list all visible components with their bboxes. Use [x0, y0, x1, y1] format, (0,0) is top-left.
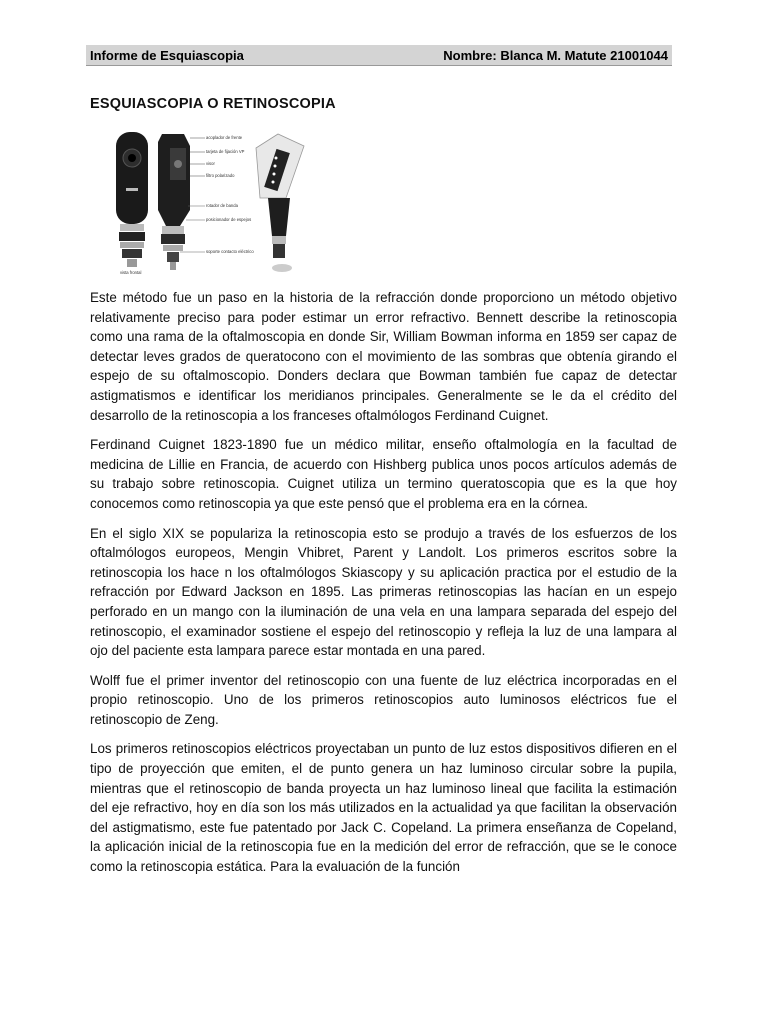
retinoscope-card-attachment [256, 134, 304, 272]
paragraph: Ferdinand Cuignet 1823-1890 fue un médico militar, enseño oftalmología en la facultad de medicina de Lillie en Francia, de acuerdo con Hishberg publica unos pocos artículos además de su trabajo sobre retinoscopia. Cuignet utiliza un termino queratoscopia que es la que hoy conocemos como retinoscopia ya que este pensó que el problema era en la córnea. [90, 437, 677, 511]
page-header [86, 45, 672, 65]
figure-label: filtro polarizado [206, 173, 235, 178]
paragraph: En el siglo XIX se populariza la retinoscopia esto se produjo a través de los esfuerzos de los oftalmólogos europeos, Mengin Vhibret, Parent y Landolt. Los primeros escritos sobre la retinoscopia los hace n los oftalmólogos Skiascopy y su aplicación practica por el estudio de la refracción por Edward Jackson en 1895. Las primeras retinoscopias las hacían en un espejo perforado en un mango con la iluminación de una vela en una lampara separada del espejo del retinoscopio, el examinador sostiene el espejo del retinoscopio y refleja la luz de una lampara al ojo del paciente esta lampara parece estar montada en una pared. [90, 525, 677, 659]
figure-label: tarjeta de fijación VP [206, 149, 245, 154]
figure-label: soporte contacto eléctrico [206, 249, 254, 254]
figure-label: posicionador de espejos [206, 217, 252, 222]
figure-label: acoplador de frente [206, 135, 243, 140]
paragraph: Este método fue un paso en la historia de la refracción donde proporciono un método objetivo relativamente preciso para poder estimar un error refractivo. Bennett describe la retinoscopia como una rama de la oftalmoscopia en donde Sir, William Bowman informa en 1859 ser capaz de detectar leves grados de queratocono con el movimiento de las sombras que obtenía girando el espejo de su oftalmoscopio. Donders declara que Bowman también fue capaz de detectar astigmatismos e identificar los meridianos principales. Generalmente se le da el crédito del desarrollo de la retinoscopia a los franceses oftalmólogos Ferdinand Cuignet. [90, 290, 677, 423]
retinoscope-figure [110, 128, 310, 276]
figure-label: visor [206, 161, 215, 166]
header-author: Nombre: Blanca M. Matute 21001044 [443, 47, 668, 63]
figure-label: rotador de banda [206, 203, 238, 208]
paragraph: Wolff fue el primer inventor del retinoscopio con una fuente de luz eléctrica incorporadas en el propio retinoscopio. Uno de los primeros retinoscopios auto luminosos eléctricos fue el retinoscopio de Zeng. [90, 672, 677, 727]
document-body [90, 288, 677, 887]
header-report-title: Informe de Esquiascopia [90, 47, 244, 63]
retinoscope-front-view [116, 132, 148, 267]
document-title: ESQUIASCOPIA O RETINOSCOPIA [90, 96, 336, 112]
retinoscope-illustration [110, 128, 310, 276]
header-divider [86, 65, 672, 66]
paragraph: Los primeros retinoscopios eléctricos proyectaban un punto de luz estos dispositivos difieren en el tipo de proyección que emiten, el de punto genera un haz luminoso circular sobre la pupila, mientras que el retinoscopio de banda proyecta un haz luminoso lineal que facilita la estimación del eje refractivo, hoy en día son los más utilizados en la actualidad ya que facilitan la observación del astigmatismo, este fue patentado por Jack C. Copeland. La primera enseñanza de Copeland, la aplicación inicial de la retinoscopia fue en la medición del error de refracción, que se le conoce como la retinoscopia estática. Para la evaluación de la función [90, 741, 677, 875]
retinoscope-side-view [158, 134, 205, 270]
figure-label: vista frontal [120, 270, 142, 275]
